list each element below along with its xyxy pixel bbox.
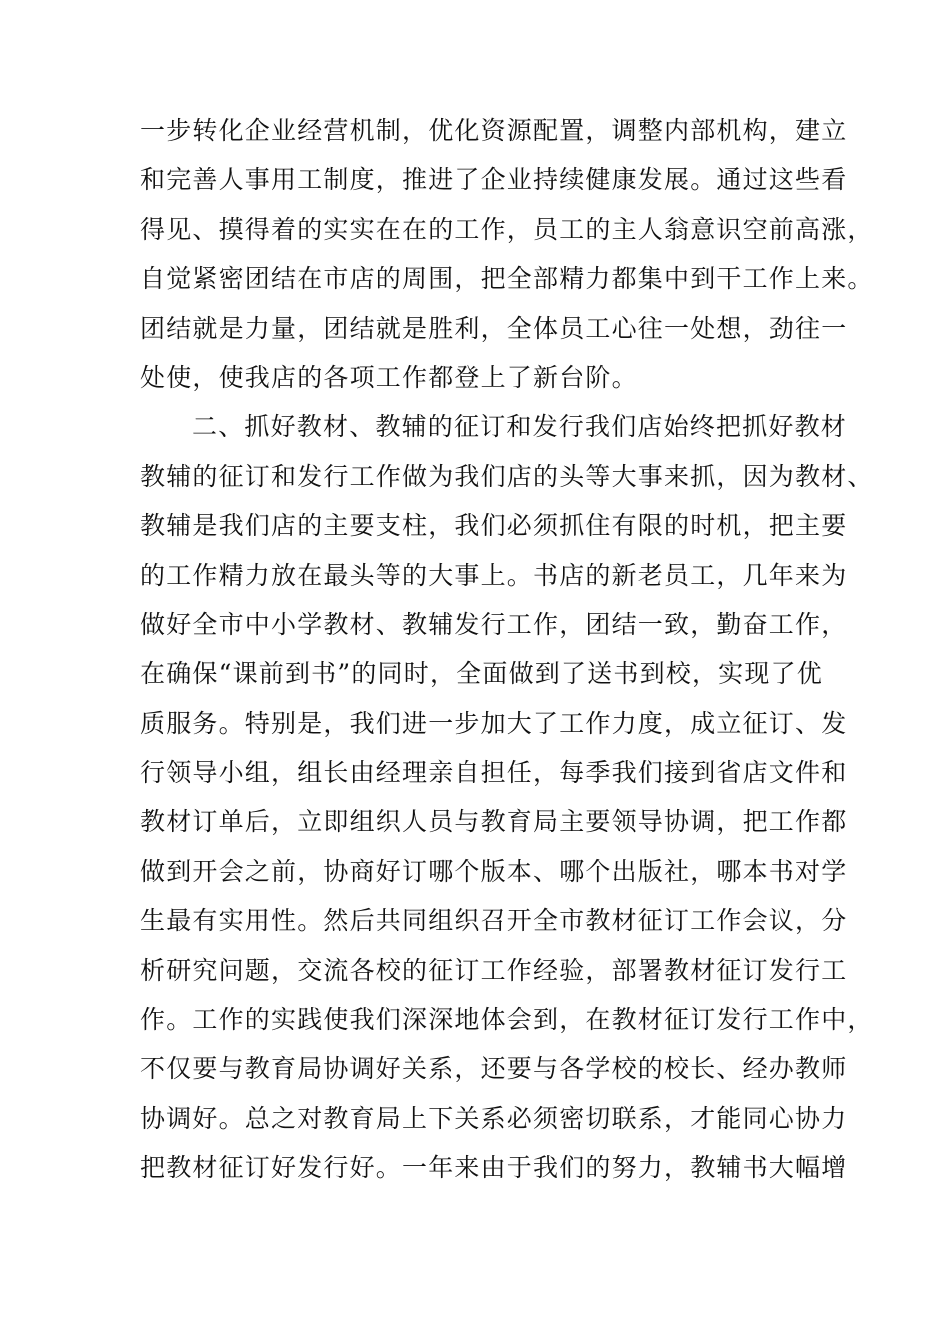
text-line: 做好全市中小学教材、教辅发行工作，团结一致，勤奋工作， (140, 609, 848, 639)
text-line: 把教材征订好发行好。一年来由于我们的努力，教辅书大幅增 (140, 1153, 848, 1183)
text-line: 团结就是力量，团结就是胜利，全体员工心往一处想，劲往一 (140, 313, 848, 343)
text-line: 一步转化企业经营机制，优化资源配置，调整内部机构，建立 (140, 116, 848, 145)
text-line: 生最有实用性。然后共同组织召开全市教材征订工作会议，分 (140, 906, 848, 936)
text-line: 得见、摸得着的实实在在的工作，员工的主人翁意识空前高涨， (140, 214, 874, 244)
text-line: 作。工作的实践使我们深深地体会到，在教材征订发行工作中， (140, 1005, 874, 1035)
text-line: 自觉紧密团结在市店的周围，把全部精力都集中到干工作上来。 (140, 264, 874, 294)
text-line: 不仅要与教育局协调好关系，还要与各学校的校长、经办教师 (140, 1054, 848, 1084)
text-line: 教辅是我们店的主要支柱，我们必须抓住有限的时机，把主要 (140, 511, 848, 541)
text-line: 处使，使我店的各项工作都登上了新台阶。 (140, 362, 638, 392)
text-line: 行领导小组，组长由经理亲自担任，每季我们接到省店文件和 (140, 758, 848, 788)
text-line: 的工作精力放在最头等的大事上。书店的新老员工，几年来为 (140, 560, 848, 590)
section-heading-line: 二、抓好教材、教辅的征订和发行我们店始终把抓好教材 (192, 412, 848, 442)
text-line: 和完善人事用工制度，推进了企业持续健康发展。通过这些看 (140, 165, 848, 195)
body-text (140, 106, 874, 1193)
text-line: 教辅的征订和发行工作做为我们店的头等大事来抓，因为教材、 (140, 461, 874, 491)
text-line: 质服务。特别是，我们进一步加大了工作力度，成立征订、发 (140, 708, 848, 738)
text-line: 协调好。总之对教育局上下关系必须密切联系，才能同心协力 (140, 1103, 848, 1133)
text-line: 做到开会之前，协商好订哪个版本、哪个出版社，哪本书对学 (140, 856, 848, 886)
text-line: 教材订单后，立即组织人员与教育局主要领导协调，把工作都 (140, 807, 848, 837)
text-line: 析研究问题，交流各校的征订工作经验，部署教材征订发行工 (140, 955, 848, 985)
text-line: 在确保“课前到书”的同时，全面做到了送书到校，实现了优 (140, 659, 823, 689)
